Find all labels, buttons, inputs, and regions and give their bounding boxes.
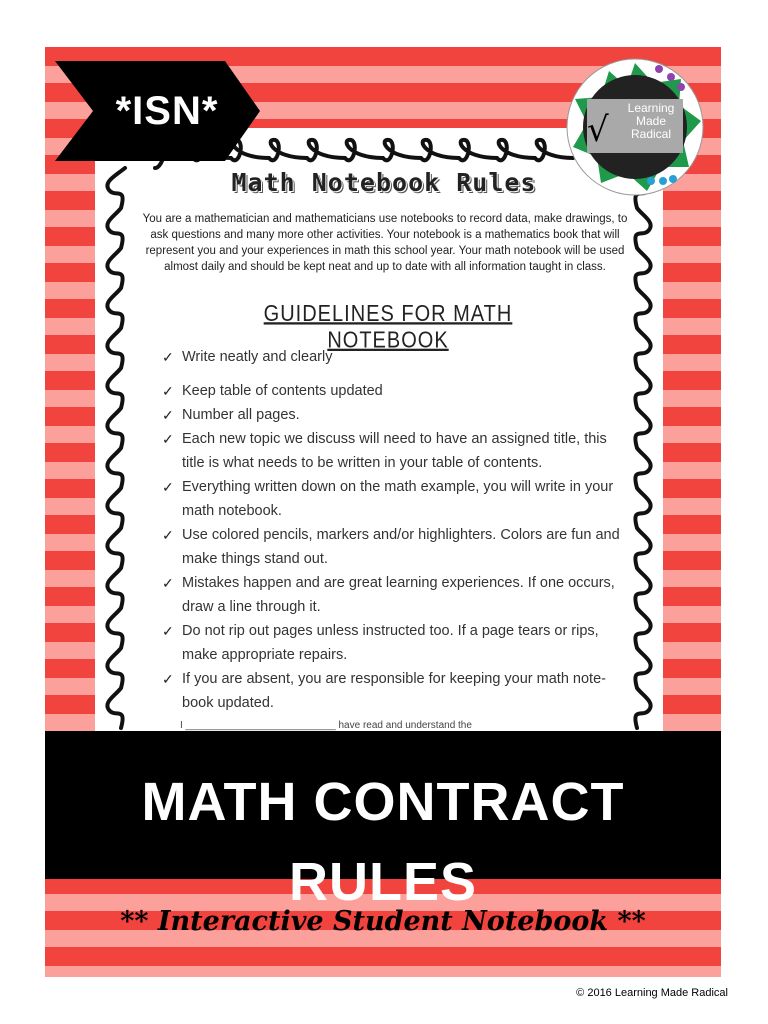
check-icon: ✓: [162, 383, 174, 399]
check-icon: ✓: [162, 479, 174, 495]
check-icon: ✓: [162, 575, 174, 591]
check-icon: ✓: [162, 527, 174, 543]
rule-text: Use colored pencils, markers and/or highlighters. Colors are fun and make things stand out.: [182, 527, 620, 567]
guidelines-heading: GUIDELINES FOR MATH NOTEBOOK: [263, 301, 513, 354]
rule-item: [160, 619, 630, 667]
rule-item: [160, 427, 630, 475]
logo-line: Radical: [630, 127, 672, 141]
check-icon: ✓: [162, 671, 174, 687]
rule-item: [160, 571, 630, 619]
rule-text: Write neatly and clearly: [182, 349, 333, 365]
rule-item: [160, 667, 630, 715]
rules-list: [160, 345, 630, 715]
cover-subtitle: ** Interactive Student Notebook **: [120, 906, 646, 937]
rule-text: Each new topic we discuss will need to have an assigned title, this title is what needs to be written in your table of contents.: [182, 431, 607, 471]
cover-title: MATH CONTRACT RULES: [141, 772, 625, 912]
logo-text: [616, 102, 686, 141]
radical-symbol: √: [587, 110, 609, 150]
logo-line: Made: [635, 114, 667, 128]
rule-item: [160, 523, 630, 571]
rule-text: Keep table of contents updated: [182, 383, 383, 399]
check-icon: ✓: [162, 349, 174, 365]
rule-text: Mistakes happen and are great learning experiences. If one occurs, draw a line through it.: [182, 575, 615, 615]
copyright-notice: © 2016 Learning Made Radical: [576, 987, 728, 999]
notebook-intro-paragraph: You are a mathematician and mathematicians use notebooks to record data, make drawings, to ask questions and many more other activities. Your notebook is a mathematics book that will represent you and your experiences in math this school year. Your math notebook will be used almost daily and should be kept neat and up to date with all information taught in class.: [142, 213, 628, 273]
rule-item: [160, 403, 630, 427]
check-icon: ✓: [162, 407, 174, 423]
rule-text: Number all pages.: [182, 407, 300, 423]
notebook-rules-title: Math Notebook Rules: [231, 168, 537, 197]
check-icon: ✓: [162, 431, 174, 447]
rule-text: Do not rip out pages unless instructed too. If a page tears or rips, make appropriate repairs.: [182, 623, 599, 663]
check-icon: ✓: [162, 623, 174, 639]
isn-badge-label: *ISN*: [115, 89, 219, 133]
rule-item: [160, 379, 630, 403]
rule-text: If you are absent, you are responsible for keeping your math note-book updated.: [182, 671, 606, 711]
rule-item: [160, 345, 630, 369]
logo-line: Learning: [627, 101, 675, 115]
signature-line: I ___________________________ have read and understand the: [180, 720, 472, 731]
rule-item: [160, 475, 630, 523]
rule-text: Everything written down on the math example, you will write in your math notebook.: [182, 479, 614, 519]
